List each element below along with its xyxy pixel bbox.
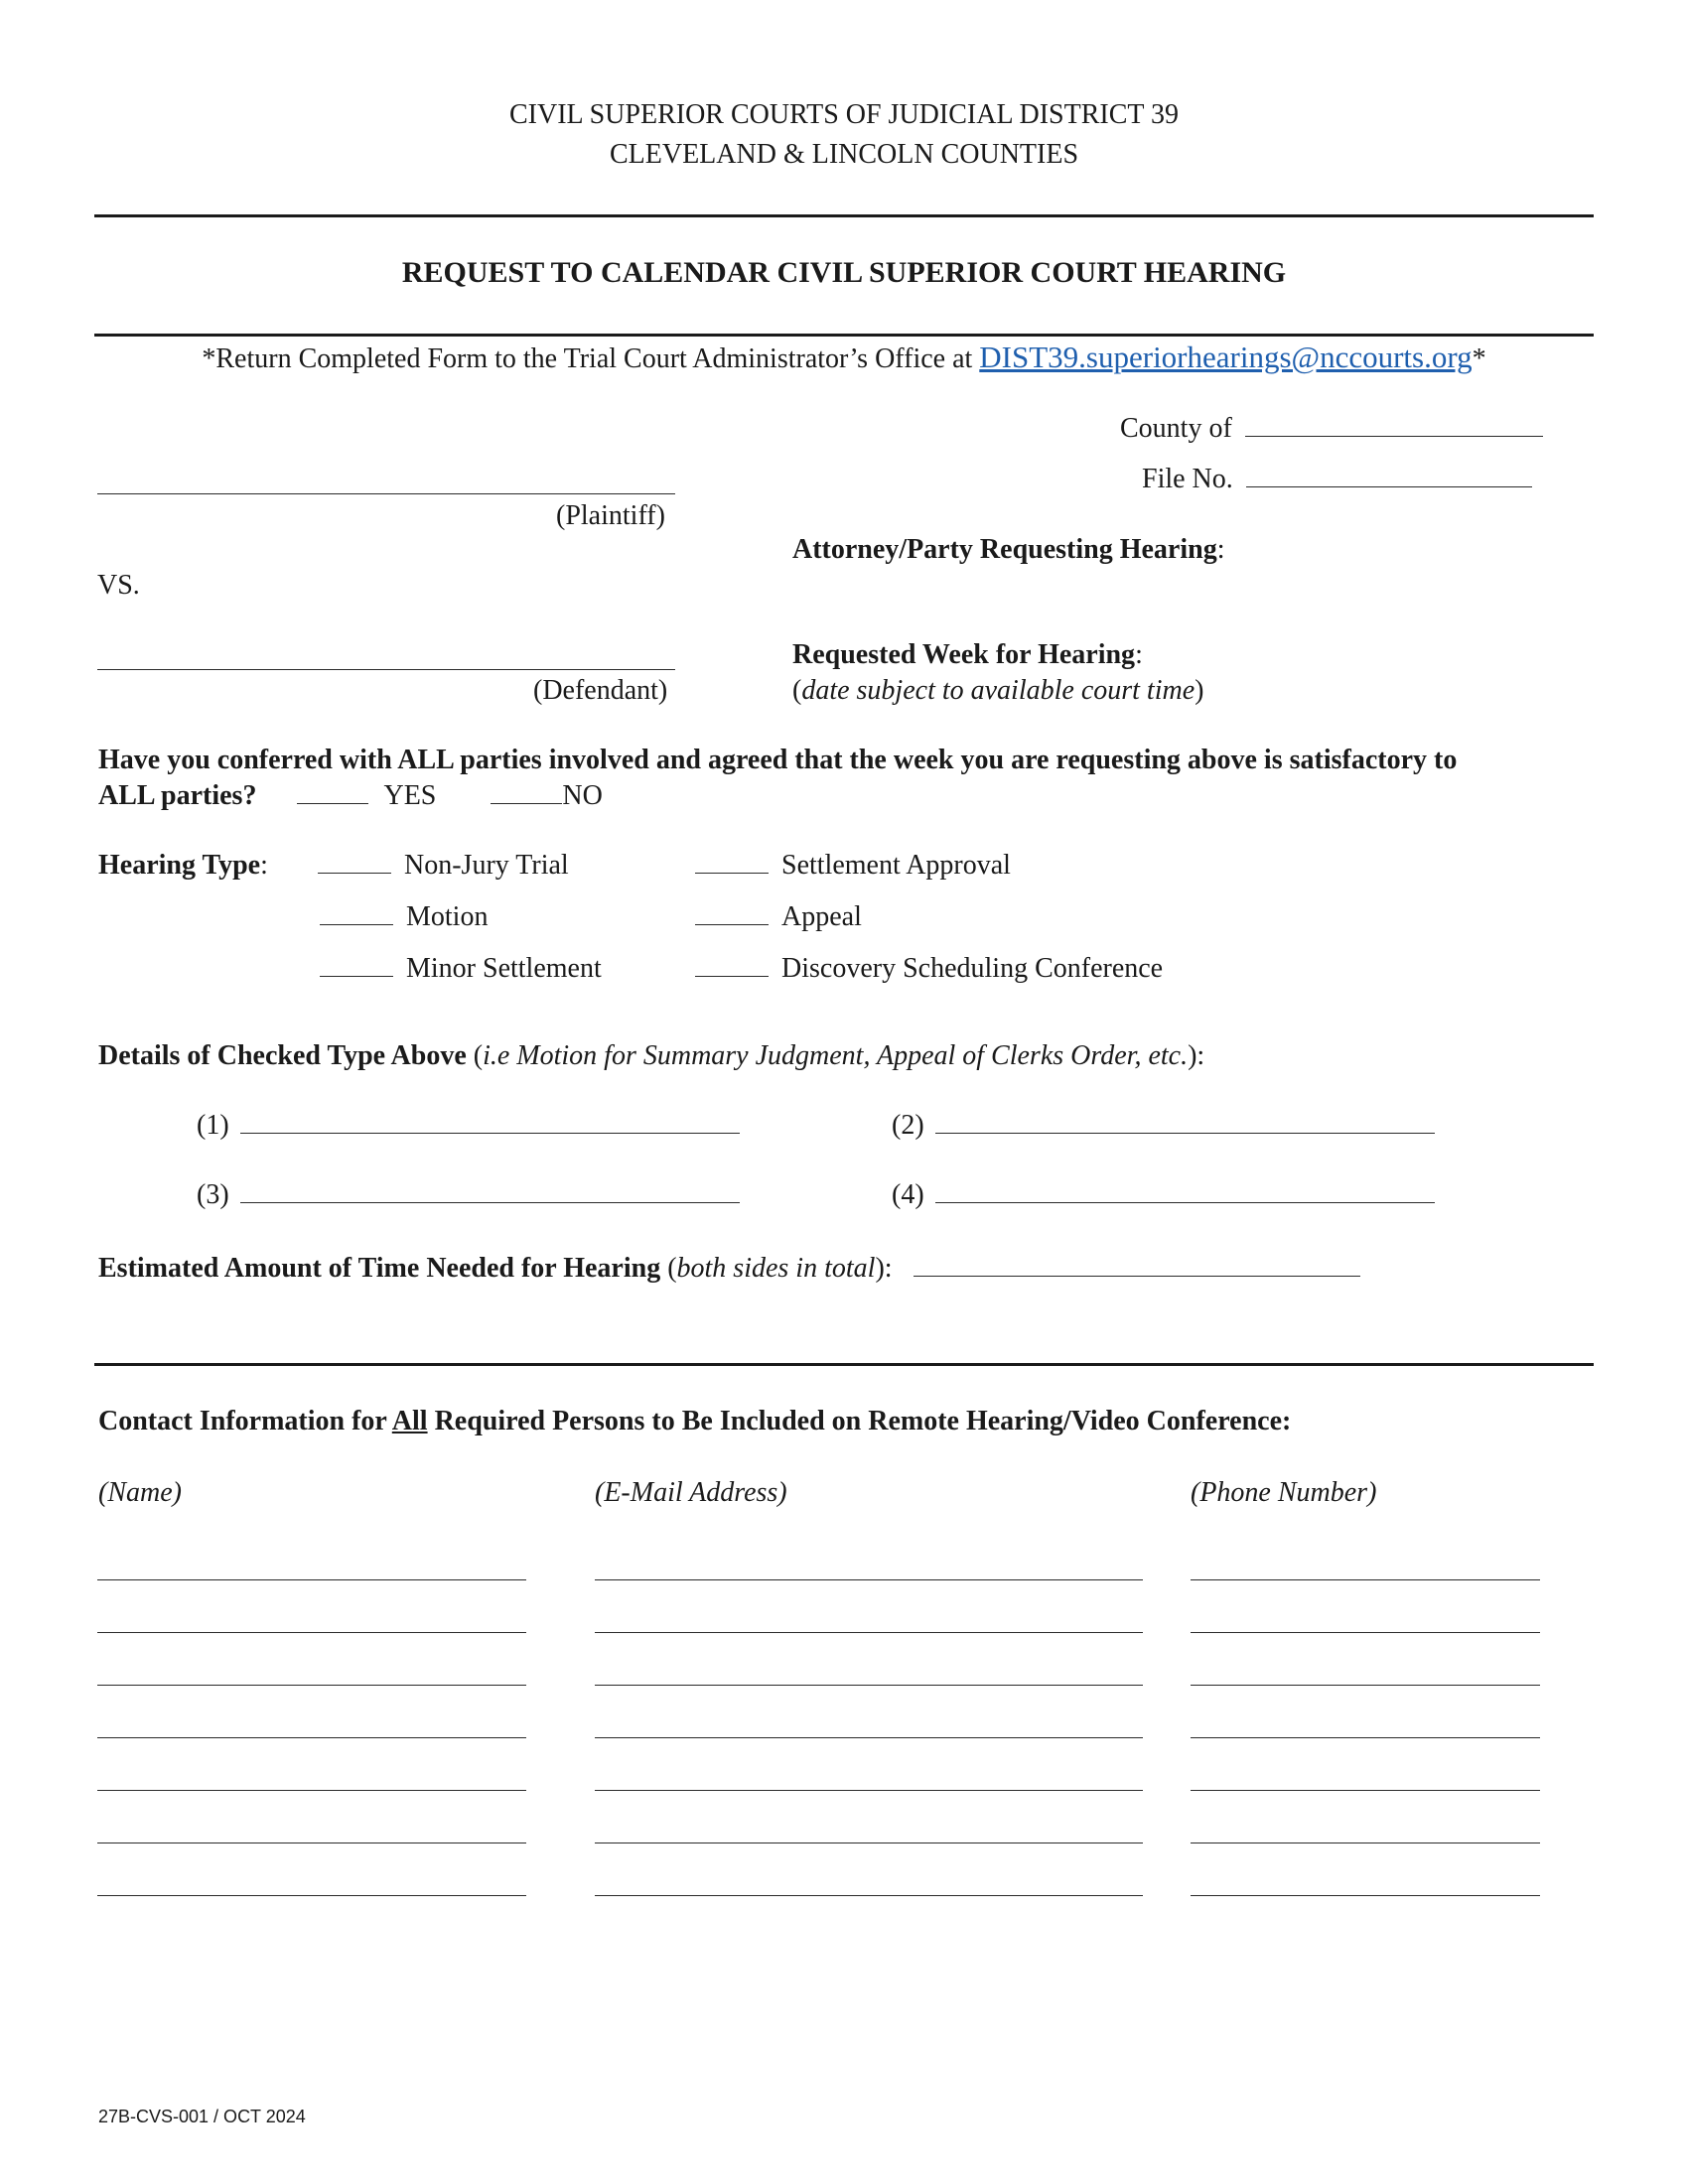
contact-phone-input[interactable] bbox=[1191, 1737, 1540, 1738]
form-title: REQUEST TO CALENDAR CIVIL SUPERIOR COURT HEARING bbox=[401, 256, 1287, 289]
requested-week-label: Requested Week for Hearing bbox=[792, 639, 1136, 670]
conferred-line2 bbox=[98, 780, 603, 812]
time-needed-note: both sides in total bbox=[676, 1253, 876, 1284]
divider-top bbox=[94, 214, 1594, 217]
paren-close: ) bbox=[1195, 675, 1204, 706]
attorney-colon: : bbox=[1216, 534, 1225, 565]
option-label: Appeal bbox=[781, 901, 862, 932]
conferred-question-end: ALL parties? bbox=[98, 780, 257, 811]
time-needed-field bbox=[98, 1253, 1360, 1285]
requested-week-colon: : bbox=[1135, 639, 1143, 670]
option-label: Minor Settlement bbox=[406, 953, 602, 984]
detail-number: (2) bbox=[892, 1110, 924, 1141]
detail-item-2 bbox=[892, 1110, 1435, 1142]
option-label: Discovery Scheduling Conference bbox=[781, 953, 1164, 984]
contact-email-input[interactable] bbox=[595, 1685, 1143, 1686]
no-label: NO bbox=[562, 780, 603, 811]
detail-number: (1) bbox=[197, 1110, 229, 1141]
checkbox-appeal[interactable] bbox=[695, 902, 769, 925]
conferred-question: Have you conferred with ALL parties involved and agreed that the week you are requesting above is satisfactory to bbox=[98, 745, 1458, 775]
yes-checkbox[interactable] bbox=[297, 781, 368, 804]
contact-email-input[interactable] bbox=[595, 1579, 1143, 1580]
return-note-prefix: *Return Completed Form to the Trial Court Administrator’s Office at bbox=[202, 343, 980, 374]
return-note-suffix: * bbox=[1472, 343, 1486, 374]
contact-email-input[interactable] bbox=[595, 1790, 1143, 1791]
contact-email-input[interactable] bbox=[595, 1632, 1143, 1633]
counties-name: CLEVELAND & LINCOLN COUNTIES bbox=[609, 139, 1079, 170]
file-no-input[interactable] bbox=[1246, 465, 1532, 487]
contact-heading bbox=[98, 1406, 1291, 1437]
option-minor-settlement[interactable] bbox=[320, 953, 602, 985]
requested-week-note-text: date subject to available court time bbox=[801, 675, 1196, 706]
form-code: 27B-CVS-001 / OCT 2024 bbox=[98, 2107, 306, 2126]
detail-input-4[interactable] bbox=[935, 1180, 1435, 1203]
contact-prefix: Contact Information for bbox=[98, 1406, 392, 1436]
contact-phone-input[interactable] bbox=[1191, 1632, 1540, 1633]
defendant-label: (Defendant) bbox=[533, 675, 668, 706]
contact-name-input[interactable] bbox=[97, 1685, 526, 1686]
contact-name-input[interactable] bbox=[97, 1579, 526, 1580]
checkbox-discovery-scheduling[interactable] bbox=[695, 954, 769, 977]
file-no-field bbox=[1142, 464, 1532, 495]
court-name: CIVIL SUPERIOR COURTS OF JUDICIAL DISTRICT 39 bbox=[509, 99, 1179, 130]
details-open: ( bbox=[466, 1040, 484, 1071]
versus-label: VS. bbox=[97, 570, 140, 601]
yes-label: YES bbox=[383, 780, 437, 811]
detail-input-1[interactable] bbox=[240, 1111, 740, 1134]
requested-week-note bbox=[792, 675, 1203, 707]
contact-suffix: Required Persons to Be Included on Remote Hearing/Video Conference: bbox=[427, 1406, 1292, 1436]
requested-week-field bbox=[792, 639, 1143, 671]
detail-number: (4) bbox=[892, 1179, 924, 1210]
plaintiff-label: (Plaintiff) bbox=[556, 500, 665, 531]
plaintiff-input[interactable] bbox=[97, 493, 675, 494]
option-settlement-approval[interactable] bbox=[695, 850, 1011, 882]
details-example: i.e Motion for Summary Judgment, Appeal of Clerks Order, etc. bbox=[483, 1040, 1189, 1071]
detail-item-1 bbox=[197, 1110, 740, 1142]
divider-title bbox=[94, 334, 1594, 337]
contact-phone-input[interactable] bbox=[1191, 1579, 1540, 1580]
attorney-label: Attorney/Party Requesting Hearing bbox=[792, 534, 1217, 565]
file-no-label: File No. bbox=[1142, 464, 1233, 494]
divider-contact bbox=[94, 1363, 1594, 1366]
time-close: ): bbox=[875, 1253, 893, 1284]
option-label: Non-Jury Trial bbox=[404, 850, 569, 881]
hearing-type-colon: : bbox=[260, 850, 268, 881]
contact-name-input[interactable] bbox=[97, 1737, 526, 1738]
paren-open: ( bbox=[792, 675, 802, 706]
details-close: ): bbox=[1188, 1040, 1205, 1071]
contact-phone-input[interactable] bbox=[1191, 1790, 1540, 1791]
checkbox-non-jury-trial[interactable] bbox=[318, 851, 391, 874]
time-needed-label: Estimated Amount of Time Needed for Hearing bbox=[98, 1253, 661, 1284]
option-appeal[interactable] bbox=[695, 901, 862, 933]
county-input[interactable] bbox=[1245, 414, 1543, 437]
column-phone-header: (Phone Number) bbox=[1191, 1477, 1377, 1508]
defendant-input[interactable] bbox=[97, 669, 675, 670]
no-checkbox[interactable] bbox=[491, 781, 562, 804]
contact-name-input[interactable] bbox=[97, 1895, 526, 1896]
details-field bbox=[98, 1040, 1204, 1072]
column-name-header: (Name) bbox=[98, 1477, 182, 1508]
contact-phone-input[interactable] bbox=[1191, 1895, 1540, 1896]
column-email-header: (E-Mail Address) bbox=[595, 1477, 787, 1508]
details-label: Details of Checked Type Above bbox=[98, 1040, 467, 1071]
option-non-jury-trial[interactable] bbox=[318, 850, 569, 882]
time-open: ( bbox=[660, 1253, 677, 1284]
attorney-field bbox=[792, 534, 1225, 566]
option-label: Settlement Approval bbox=[781, 850, 1011, 881]
option-motion[interactable] bbox=[320, 901, 488, 933]
contact-phone-input[interactable] bbox=[1191, 1685, 1540, 1686]
detail-item-4 bbox=[892, 1179, 1435, 1211]
contact-email-input[interactable] bbox=[595, 1737, 1143, 1738]
detail-item-3 bbox=[197, 1179, 740, 1211]
detail-input-2[interactable] bbox=[935, 1111, 1435, 1134]
contact-name-input[interactable] bbox=[97, 1790, 526, 1791]
return-note bbox=[0, 340, 1688, 375]
hearing-type-label: Hearing Type bbox=[98, 850, 261, 881]
checkbox-settlement-approval[interactable] bbox=[695, 851, 769, 874]
checkbox-motion[interactable] bbox=[320, 902, 393, 925]
county-label: County of bbox=[1120, 413, 1232, 444]
option-discovery-scheduling[interactable] bbox=[695, 953, 1163, 985]
contact-name-input[interactable] bbox=[97, 1632, 526, 1633]
time-needed-input[interactable] bbox=[914, 1254, 1360, 1277]
contact-emphasis: All bbox=[391, 1406, 428, 1436]
detail-number: (3) bbox=[197, 1179, 229, 1210]
county-field bbox=[1120, 413, 1543, 445]
option-label: Motion bbox=[406, 901, 489, 932]
email-link[interactable]: DIST39.superiorhearings@nccourts.org bbox=[979, 340, 1473, 374]
contact-email-input[interactable] bbox=[595, 1895, 1143, 1896]
detail-input-3[interactable] bbox=[240, 1180, 740, 1203]
checkbox-minor-settlement[interactable] bbox=[320, 954, 393, 977]
hearing-type-field bbox=[98, 850, 268, 882]
